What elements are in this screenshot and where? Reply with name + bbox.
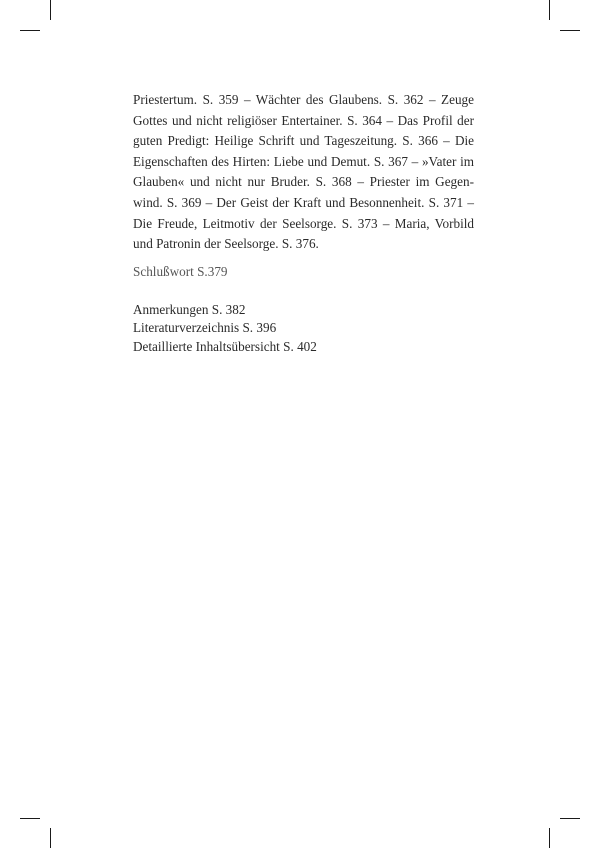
appendix-list xyxy=(133,301,317,356)
appendix-entry-bibliography: Literaturverzeichnis S. 396 xyxy=(133,320,277,336)
appendix-entry-detailed-contents: Detaillierte Inhaltsübersicht S. 402 xyxy=(133,338,317,354)
crop-mark-bottom-left-horizontal xyxy=(20,818,40,819)
crop-mark-bottom-right-horizontal xyxy=(560,818,580,819)
paragraph-line: Priestertum. S. 359 – Wächter des Glaubens. S. 362 – Zeuge xyxy=(133,92,474,107)
paragraph-line: Eigenschaften des Hirten: Liebe und Demut. S. 367 – »Vater im xyxy=(133,153,474,169)
paragraph-line: wind. S. 369 – Der Geist der Kraft und Besonnenheit. S. 371 – xyxy=(133,194,474,210)
paragraph-line: Glauben« und nicht nur Bruder. S. 368 – Priester im Gegen- xyxy=(133,174,474,190)
paragraph-line: Gottes und nicht religiöser Entertainer. S. 364 – Das Profil der xyxy=(133,112,474,128)
crop-mark-top-right-vertical xyxy=(549,0,550,20)
paragraph-line: guten Predigt: Heilige Schrift und Tageszeitung. S. 366 – Die xyxy=(133,133,474,149)
crop-mark-top-left-vertical xyxy=(50,0,51,20)
appendix-entry-notes: Anmerkungen S. 382 xyxy=(133,302,246,317)
closing-heading: Schlußwort S.379 xyxy=(133,264,228,279)
crop-mark-bottom-left-vertical xyxy=(50,828,51,848)
crop-mark-top-right-horizontal xyxy=(560,30,580,31)
crop-mark-bottom-right-vertical xyxy=(549,828,550,848)
paragraph-line: und Patronin der Seelsorge. S. 376. xyxy=(133,236,319,252)
paragraph-line: Die Freude, Leitmotiv der Seelsorge. S. 373 – Maria, Vorbild xyxy=(133,215,474,231)
crop-mark-top-left-horizontal xyxy=(20,30,40,31)
contents-paragraph xyxy=(133,90,474,255)
